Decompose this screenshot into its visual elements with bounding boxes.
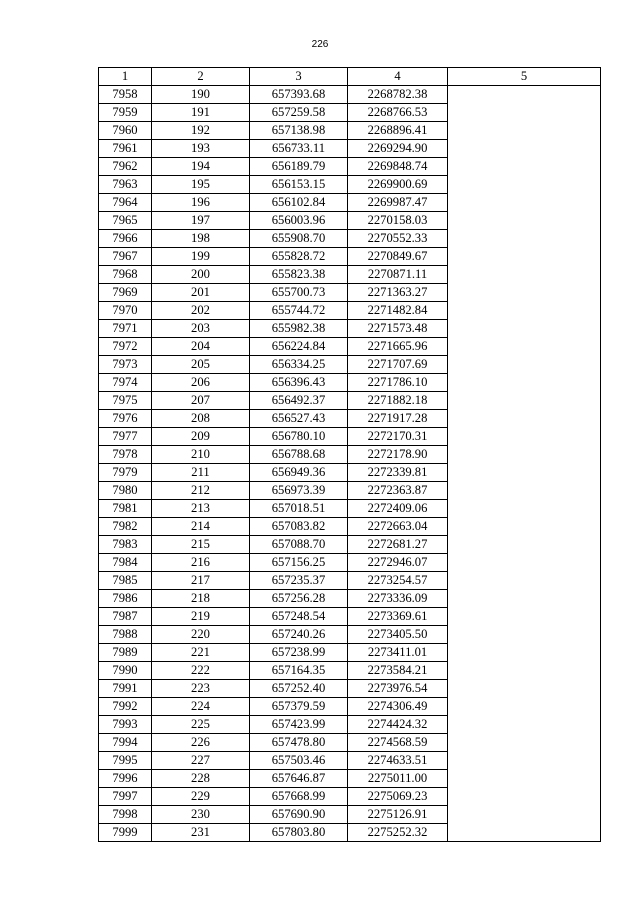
point-number-cell: 7992 — [99, 698, 152, 716]
page-number: 226 — [311, 39, 329, 50]
vertex-number-cell: 218 — [152, 590, 250, 608]
x-coordinate-cell: 655908.70 — [250, 230, 348, 248]
point-number-cell: 7988 — [99, 626, 152, 644]
vertex-number-cell: 214 — [152, 518, 250, 536]
vertex-number-cell: 217 — [152, 572, 250, 590]
vertex-number-cell: 202 — [152, 302, 250, 320]
y-coordinate-cell: 2274568.59 — [348, 734, 448, 752]
y-coordinate-cell: 2275252.32 — [348, 824, 448, 842]
y-coordinate-cell: 2273405.50 — [348, 626, 448, 644]
point-number-cell: 7968 — [99, 266, 152, 284]
point-number-cell: 7989 — [99, 644, 152, 662]
x-coordinate-cell: 656102.84 — [250, 194, 348, 212]
vertex-number-cell: 231 — [152, 824, 250, 842]
x-coordinate-cell: 657256.28 — [250, 590, 348, 608]
x-coordinate-cell: 656003.96 — [250, 212, 348, 230]
x-coordinate-cell: 657803.80 — [250, 824, 348, 842]
column-5-empty-cell — [448, 86, 601, 842]
x-coordinate-cell: 657478.80 — [250, 734, 348, 752]
y-coordinate-cell: 2272363.87 — [348, 482, 448, 500]
x-coordinate-cell: 657252.40 — [250, 680, 348, 698]
table-body — [99, 86, 601, 842]
point-number-cell: 7966 — [99, 230, 152, 248]
point-number-cell: 7980 — [99, 482, 152, 500]
y-coordinate-cell: 2272681.27 — [348, 536, 448, 554]
y-coordinate-cell: 2272178.90 — [348, 446, 448, 464]
vertex-number-cell: 216 — [152, 554, 250, 572]
point-number-cell: 7972 — [99, 338, 152, 356]
column-header-4: 4 — [348, 68, 448, 86]
y-coordinate-cell: 2271707.69 — [348, 356, 448, 374]
vertex-number-cell: 194 — [152, 158, 250, 176]
x-coordinate-cell: 657238.99 — [250, 644, 348, 662]
vertex-number-cell: 226 — [152, 734, 250, 752]
y-coordinate-cell: 2270871.11 — [348, 266, 448, 284]
x-coordinate-cell: 657393.68 — [250, 86, 348, 104]
x-coordinate-cell: 656153.15 — [250, 176, 348, 194]
vertex-number-cell: 227 — [152, 752, 250, 770]
point-number-cell: 7998 — [99, 806, 152, 824]
y-coordinate-cell: 2272339.81 — [348, 464, 448, 482]
point-number-cell: 7964 — [99, 194, 152, 212]
vertex-number-cell: 207 — [152, 392, 250, 410]
y-coordinate-cell: 2271665.96 — [348, 338, 448, 356]
vertex-number-cell: 205 — [152, 356, 250, 374]
y-coordinate-cell: 2273976.54 — [348, 680, 448, 698]
vertex-number-cell: 229 — [152, 788, 250, 806]
column-header-1: 1 — [99, 68, 152, 86]
point-number-cell: 7991 — [99, 680, 152, 698]
point-number-cell: 7984 — [99, 554, 152, 572]
vertex-number-cell: 198 — [152, 230, 250, 248]
point-number-cell: 7970 — [99, 302, 152, 320]
vertex-number-cell: 210 — [152, 446, 250, 464]
y-coordinate-cell: 2269987.47 — [348, 194, 448, 212]
point-number-cell: 7973 — [99, 356, 152, 374]
x-coordinate-cell: 656949.36 — [250, 464, 348, 482]
y-coordinate-cell: 2274424.32 — [348, 716, 448, 734]
vertex-number-cell: 190 — [152, 86, 250, 104]
y-coordinate-cell: 2273369.61 — [348, 608, 448, 626]
y-coordinate-cell: 2272946.07 — [348, 554, 448, 572]
y-coordinate-cell: 2272663.04 — [348, 518, 448, 536]
vertex-number-cell: 225 — [152, 716, 250, 734]
point-number-cell: 7958 — [99, 86, 152, 104]
y-coordinate-cell: 2274633.51 — [348, 752, 448, 770]
point-number-cell: 7993 — [99, 716, 152, 734]
y-coordinate-cell: 2275069.23 — [348, 788, 448, 806]
y-coordinate-cell: 2268766.53 — [348, 104, 448, 122]
point-number-cell: 7985 — [99, 572, 152, 590]
y-coordinate-cell: 2273411.01 — [348, 644, 448, 662]
vertex-number-cell: 212 — [152, 482, 250, 500]
vertex-number-cell: 224 — [152, 698, 250, 716]
point-number-cell: 7994 — [99, 734, 152, 752]
vertex-number-cell: 203 — [152, 320, 250, 338]
point-number-cell: 7987 — [99, 608, 152, 626]
x-coordinate-cell: 657235.37 — [250, 572, 348, 590]
x-coordinate-cell: 657088.70 — [250, 536, 348, 554]
vertex-number-cell: 215 — [152, 536, 250, 554]
column-header-5: 5 — [448, 68, 601, 86]
point-number-cell: 7979 — [99, 464, 152, 482]
y-coordinate-cell: 2268896.41 — [348, 122, 448, 140]
y-coordinate-cell: 2273336.09 — [348, 590, 448, 608]
vertex-number-cell: 219 — [152, 608, 250, 626]
y-coordinate-cell: 2271482.84 — [348, 302, 448, 320]
y-coordinate-cell: 2273254.57 — [348, 572, 448, 590]
x-coordinate-cell: 657690.90 — [250, 806, 348, 824]
x-coordinate-cell: 657668.99 — [250, 788, 348, 806]
y-coordinate-cell: 2275011.00 — [348, 770, 448, 788]
coordinates-table — [98, 67, 601, 842]
point-number-cell: 7982 — [99, 518, 152, 536]
vertex-number-cell: 193 — [152, 140, 250, 158]
point-number-cell: 7961 — [99, 140, 152, 158]
y-coordinate-cell: 2271882.18 — [348, 392, 448, 410]
y-coordinate-cell: 2273584.21 — [348, 662, 448, 680]
y-coordinate-cell: 2269848.74 — [348, 158, 448, 176]
y-coordinate-cell: 2271786.10 — [348, 374, 448, 392]
x-coordinate-cell: 655823.38 — [250, 266, 348, 284]
column-header-2: 2 — [152, 68, 250, 86]
point-number-cell: 7974 — [99, 374, 152, 392]
vertex-number-cell: 223 — [152, 680, 250, 698]
vertex-number-cell: 230 — [152, 806, 250, 824]
y-coordinate-cell: 2269900.69 — [348, 176, 448, 194]
x-coordinate-cell: 657423.99 — [250, 716, 348, 734]
y-coordinate-cell: 2270552.33 — [348, 230, 448, 248]
point-number-cell: 7999 — [99, 824, 152, 842]
point-number-cell: 7977 — [99, 428, 152, 446]
table-row — [99, 86, 601, 104]
vertex-number-cell: 204 — [152, 338, 250, 356]
vertex-number-cell: 208 — [152, 410, 250, 428]
x-coordinate-cell: 656788.68 — [250, 446, 348, 464]
vertex-number-cell: 211 — [152, 464, 250, 482]
x-coordinate-cell: 657379.59 — [250, 698, 348, 716]
vertex-number-cell: 213 — [152, 500, 250, 518]
x-coordinate-cell: 656224.84 — [250, 338, 348, 356]
x-coordinate-cell: 656733.11 — [250, 140, 348, 158]
point-number-cell: 7981 — [99, 500, 152, 518]
vertex-number-cell: 197 — [152, 212, 250, 230]
point-number-cell: 7976 — [99, 410, 152, 428]
column-header-3: 3 — [250, 68, 348, 86]
point-number-cell: 7967 — [99, 248, 152, 266]
point-number-cell: 7997 — [99, 788, 152, 806]
vertex-number-cell: 209 — [152, 428, 250, 446]
x-coordinate-cell: 655982.38 — [250, 320, 348, 338]
x-coordinate-cell: 656396.43 — [250, 374, 348, 392]
y-coordinate-cell: 2270849.67 — [348, 248, 448, 266]
x-coordinate-cell: 657164.35 — [250, 662, 348, 680]
x-coordinate-cell: 657083.82 — [250, 518, 348, 536]
y-coordinate-cell: 2270158.03 — [348, 212, 448, 230]
y-coordinate-cell: 2272409.06 — [348, 500, 448, 518]
point-number-cell: 7990 — [99, 662, 152, 680]
y-coordinate-cell: 2271573.48 — [348, 320, 448, 338]
point-number-cell: 7986 — [99, 590, 152, 608]
y-coordinate-cell: 2272170.31 — [348, 428, 448, 446]
point-number-cell: 7963 — [99, 176, 152, 194]
point-number-cell: 7978 — [99, 446, 152, 464]
vertex-number-cell: 201 — [152, 284, 250, 302]
y-coordinate-cell: 2269294.90 — [348, 140, 448, 158]
x-coordinate-cell: 657646.87 — [250, 770, 348, 788]
vertex-number-cell: 222 — [152, 662, 250, 680]
point-number-cell: 7959 — [99, 104, 152, 122]
x-coordinate-cell: 657240.26 — [250, 626, 348, 644]
point-number-cell: 7975 — [99, 392, 152, 410]
x-coordinate-cell: 657503.46 — [250, 752, 348, 770]
x-coordinate-cell: 656492.37 — [250, 392, 348, 410]
y-coordinate-cell: 2271917.28 — [348, 410, 448, 428]
y-coordinate-cell: 2268782.38 — [348, 86, 448, 104]
x-coordinate-cell: 657259.58 — [250, 104, 348, 122]
vertex-number-cell: 206 — [152, 374, 250, 392]
point-number-cell: 7962 — [99, 158, 152, 176]
x-coordinate-cell: 656189.79 — [250, 158, 348, 176]
x-coordinate-cell: 656973.39 — [250, 482, 348, 500]
point-number-cell: 7965 — [99, 212, 152, 230]
x-coordinate-cell: 657138.98 — [250, 122, 348, 140]
x-coordinate-cell: 655828.72 — [250, 248, 348, 266]
vertex-number-cell: 192 — [152, 122, 250, 140]
x-coordinate-cell: 656780.10 — [250, 428, 348, 446]
point-number-cell: 7960 — [99, 122, 152, 140]
vertex-number-cell: 191 — [152, 104, 250, 122]
vertex-number-cell: 220 — [152, 626, 250, 644]
point-number-cell: 7969 — [99, 284, 152, 302]
point-number-cell: 7995 — [99, 752, 152, 770]
x-coordinate-cell: 656527.43 — [250, 410, 348, 428]
x-coordinate-cell: 657018.51 — [250, 500, 348, 518]
point-number-cell: 7996 — [99, 770, 152, 788]
x-coordinate-cell: 657248.54 — [250, 608, 348, 626]
point-number-cell: 7983 — [99, 536, 152, 554]
x-coordinate-cell: 657156.25 — [250, 554, 348, 572]
y-coordinate-cell: 2275126.91 — [348, 806, 448, 824]
vertex-number-cell: 199 — [152, 248, 250, 266]
x-coordinate-cell: 655700.73 — [250, 284, 348, 302]
y-coordinate-cell: 2271363.27 — [348, 284, 448, 302]
vertex-number-cell: 228 — [152, 770, 250, 788]
y-coordinate-cell: 2274306.49 — [348, 698, 448, 716]
x-coordinate-cell: 656334.25 — [250, 356, 348, 374]
x-coordinate-cell: 655744.72 — [250, 302, 348, 320]
vertex-number-cell: 195 — [152, 176, 250, 194]
vertex-number-cell: 200 — [152, 266, 250, 284]
table-header-row — [99, 68, 601, 86]
vertex-number-cell: 221 — [152, 644, 250, 662]
vertex-number-cell: 196 — [152, 194, 250, 212]
point-number-cell: 7971 — [99, 320, 152, 338]
